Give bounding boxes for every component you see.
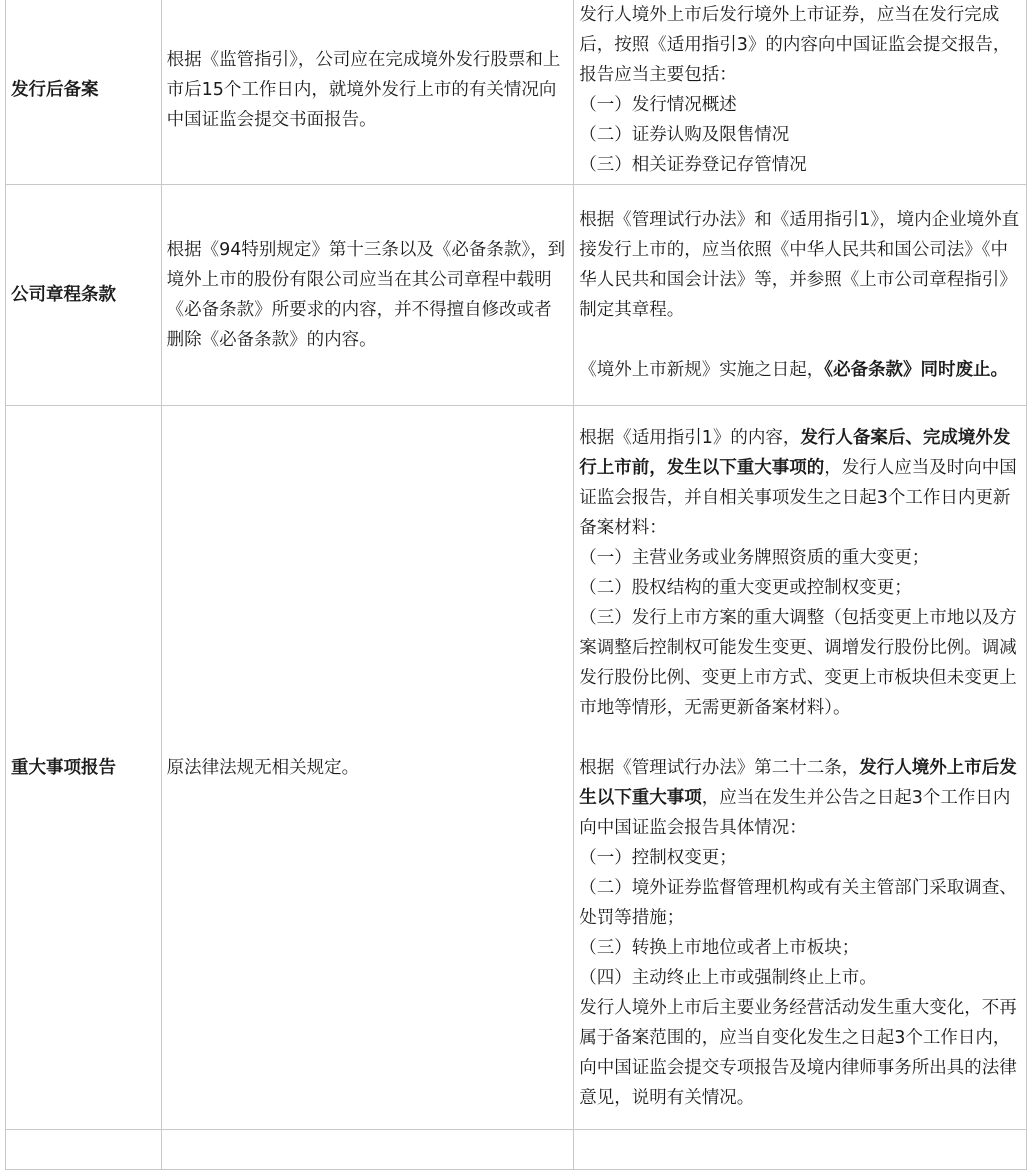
- row-label: 公司章程条款: [6, 185, 162, 406]
- table-row: [6, 1130, 1027, 1170]
- old-rule-cell: 根据《94特别规定》第十三条以及《必备条款》，到境外上市的股份有限公司应当在其公司章程中载明《必备条款》所要求的内容，并不得擅自修改或者删除《必备条款》的内容。: [161, 185, 574, 406]
- table-row: [6, 406, 1027, 1130]
- list-item: （一）主营业务或业务牌照资质的重大变更；: [579, 547, 930, 568]
- paragraph: [579, 753, 1021, 843]
- list-item: （四）主动终止上市或强制终止上市。: [579, 967, 877, 988]
- bold-text: 发行人境外上市后发生以下重大事项: [579, 757, 1017, 808]
- text-run: ，发行人应当及时向中国证监会报告，并自相关事项发生之日起3个工作日内更新备案材料：: [579, 457, 1017, 538]
- list-item: （二）股权结构的重大变更或控制权变更；: [579, 577, 912, 598]
- table-row: [6, 185, 1027, 406]
- paragraph: 发行人境外上市后发行境外上市证券，应当在发行完成后，按照《适用指引3》的内容向中国证监会提交报告，报告应当主要包括：: [579, 4, 1011, 85]
- text-run: 根据《适用指引1》的内容，: [579, 427, 801, 448]
- list-item: （三）相关证券登记存管情况: [579, 154, 807, 175]
- regulation-comparison-table: [5, 0, 1027, 1170]
- paragraph: 发行人境外上市后主要业务经营活动发生重大变化，不再属于备案范围的，应当自变化发生之日起3个工作日内，向中国证监会提交专项报告及境内律师事务所出具的法律意见，说明有关情况。: [579, 997, 1017, 1108]
- table-row: [6, 0, 1027, 185]
- text-run: 《境外上市新规》实施之日起，: [579, 360, 825, 380]
- list-item: （三）发行上市方案的重大调整（包括变更上市地以及方案调整后控制权可能发生变更、调增发行股份比例。调减发行股份比例、变更上市方式、变更上市板块但未变更上市地等情形，无需更新备案材料）。: [579, 607, 1017, 718]
- old-rule-cell: 根据《监管指引》，公司应在完成境外发行股票和上市后15个工作日内，就境外发行上市的有关情况向中国证监会提交书面报告。: [161, 0, 574, 185]
- list-item: （三）转换上市地位或者上市板块；: [579, 937, 860, 958]
- list-item: （一）发行情况概述: [579, 94, 737, 115]
- bold-text: 发行人备案后、完成境外发行上市前，发生以下重大事项的: [579, 427, 1011, 478]
- list-item: （二）境外证券监督管理机构或有关主管部门采取调查、处罚等措施；: [579, 877, 1017, 928]
- text-run: 根据《管理试行办法》第二十二条，: [579, 757, 860, 778]
- row-label: 发行后备案: [6, 0, 162, 185]
- paragraph: [579, 355, 1021, 385]
- paragraph: 根据《管理试行办法》和《适用指引1》，境内企业境外直接发行上市的，应当依照《中华人民共和国公司法》《中华人民共和国会计法》等，并参照《上市公司章程指引》制定其章程。: [579, 210, 1020, 320]
- paragraph: [579, 423, 1021, 543]
- bold-text: 《必备条款》同时废止。: [824, 360, 1008, 380]
- text-run: ，应当在发生并公告之日起3个工作日内向中国证监会报告具体情况：: [579, 787, 1011, 838]
- new-rule-cell: [574, 406, 1027, 1130]
- old-rule-cell: 原法律法规无相关规定。: [161, 406, 574, 1130]
- list-item: （二）证券认购及限售情况: [579, 124, 790, 145]
- new-rule-cell: [574, 0, 1027, 185]
- new-rule-cell: [574, 185, 1027, 406]
- row-label: 重大事项报告: [6, 406, 162, 1130]
- list-item: （一）控制权变更；: [579, 847, 737, 868]
